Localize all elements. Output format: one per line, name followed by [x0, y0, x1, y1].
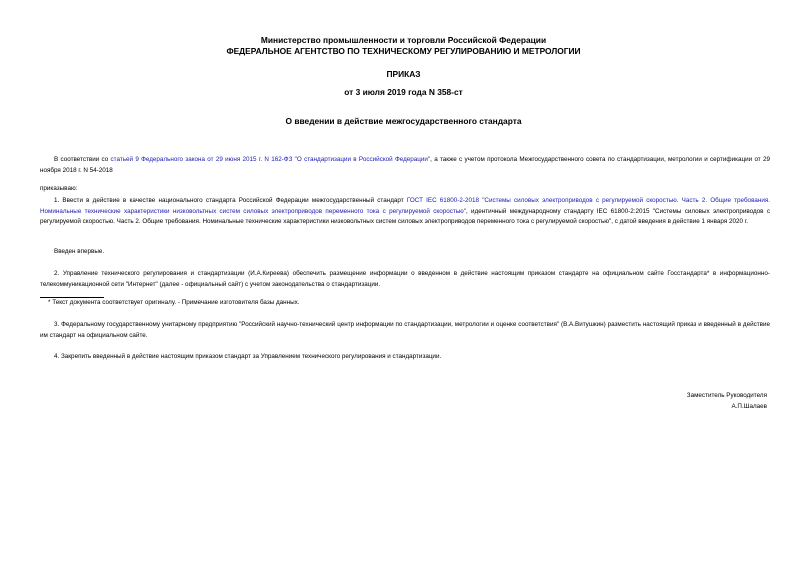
item-1: [40, 196, 770, 228]
signatory-position: Заместитель Руководителя: [686, 392, 767, 399]
item-1-text-pre: 1. Ввести в действие в качестве национального стандарта Российской Федерации межгосударственный стандарт: [54, 197, 407, 204]
item-2: 2. Управление технического регулирования и стандартизации (И.А.Киреева) обеспечить размещение информации о введенном в действие настоящим приказом стандарте на официальном сайте Госстандарта* в информационно-телекоммуникационной сети "Интернет" (далее - официальный сайт) с учетом законодательства о стандартизации.: [40, 270, 770, 288]
order-word: приказываю:: [40, 185, 78, 192]
signatory-name: А.П.Шалаев: [731, 403, 767, 410]
preamble-text-pre: В соответствии со: [54, 156, 111, 163]
agency-title: ФЕДЕРАЛЬНОЕ АГЕНТСТВО ПО ТЕХНИЧЕСКОМУ РЕГУЛИРОВАНИЮ И МЕТРОЛОГИИ: [226, 46, 581, 56]
gost-link[interactable]: ГОСТ IEC 61800-2-2018 "Системы силовых электроприводов с регулируемой скоростью. Часть 2. Общие требования. Номинальные технические характеристики низковольтных систем силовых электроприводов переменного тока с регулируемой скоростью": [40, 197, 770, 215]
doc-type: ПРИКАЗ: [386, 69, 421, 79]
item-4: 4. Закрепить введенный в действие настоящим приказом стандарт за Управлением технического регулирования и стандартизации.: [54, 353, 442, 360]
preamble-text-post: , а также с учетом протокола Межгосударственного совета по стандартизации, метрологии и сертификации от 29 ноября 2018 г. N 54-2018: [40, 156, 770, 174]
ministry-title: Министерство промышленности и торговли Российской Федерации: [260, 35, 547, 45]
footnote: * Текст документа соответствует оригиналу. - Примечание изготовителя базы данных.: [48, 299, 300, 306]
doc-date-number: от 3 июля 2019 года N 358-ст: [344, 87, 463, 97]
doc-subject: О введении в действие межгосударственного стандарта: [285, 116, 522, 126]
preamble: [40, 155, 770, 176]
item-3: 3. Федеральному государственному унитарному предприятию "Российский научно-технический центр информации по стандартизации, метрологии и оценке соответствия" (В.А.Витушкин) разместить настоящий приказ и введенный в действие им стандарт на официальном сайте.: [40, 321, 770, 339]
first-time-note: Введен впервые.: [54, 248, 105, 255]
federal-law-link[interactable]: статьей 9 Федерального закона от 29 июня 2015 г. N 162-ФЗ "О стандартизации в Российской Федерации": [110, 156, 431, 163]
item-1-text-post: , идентичный международному стандарту IEC 61800-2:2015 "Системы силовых электроприводов с регулируемой скоростью. Часть 2. Общие требования. Номинальные технические характеристики низковольтных систем силовых электроприводов переменного тока с регулируемой скоростью", с датой введения в действие 1 января 2020 г.: [40, 207, 770, 226]
